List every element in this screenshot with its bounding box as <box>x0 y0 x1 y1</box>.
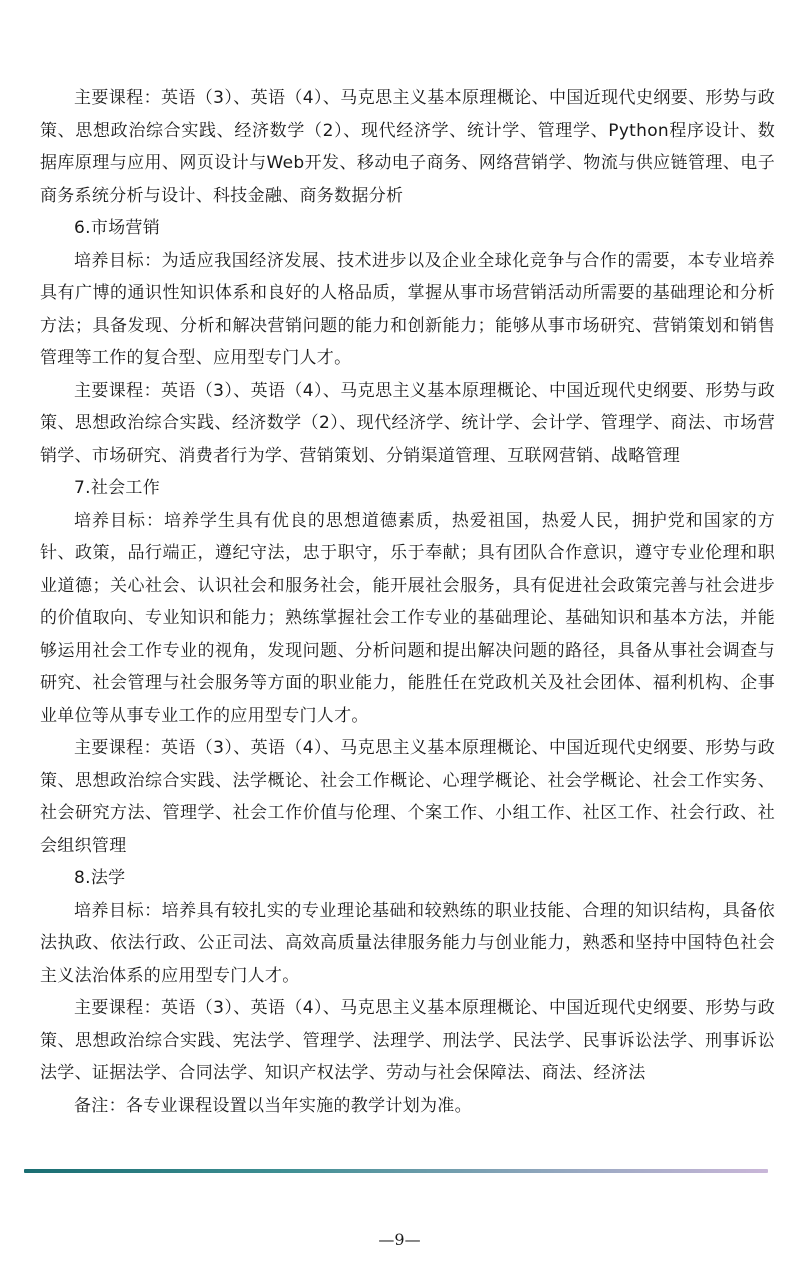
goal-marketing: 培养目标：为适应我国经济发展、技术进步以及企业全球化竞争与合作的需要，本专业培养具有广博的通识性知识体系和良好的人格品质，掌握从事市场营销活动所需要的基础理论和分析方法；具备发现、分析和解决营销问题的能力和创新能力；能够从事市场研究、营销策划和销售管理等工作的复合型、应用型专门人才。 <box>40 250 775 368</box>
note-remark: 备注：各专业课程设置以当年实施的教学计划为准。 <box>74 1095 472 1116</box>
courses-law: 主要课程：英语（3）、英语（4）、马克思主义基本原理概论、中国近现代史纲要、形势与政策、思想政治综合实践、宪法学、管理学、法理学、刑法学、民法学、民事诉讼法学、刑事诉讼法学、证据法学、合同法学、知识产权法学、劳动与社会保障法、商法、经济法 <box>40 998 775 1083</box>
page-number: —9— <box>378 1230 421 1249</box>
courses-social-work: 主要课程：英语（3）、英语（4）、马克思主义基本原理概论、中国近现代史纲要、形势与政策、思想政治综合实践、法学概论、社会工作概论、心理学概论、社会学概论、社会工作实务、社会研究方法、管理学、社会工作价值与伦理、个案工作、小组工作、社区工作、社会行政、社会组织管理 <box>40 738 775 856</box>
courses-marketing: 主要课程：英语（3）、英语（4）、马克思主义基本原理概论、中国近现代史纲要、形势与政策、思想政治综合实践、经济数学（2）、现代经济学、统计学、会计学、管理学、商法、市场营销学、市场研究、消费者行为学、营销策划、分销渠道管理、互联网营销、战略管理 <box>40 380 775 466</box>
section-heading-marketing: 6.市场营销 <box>74 218 161 238</box>
courses-ecommerce: 主要课程：英语（3）、英语（4）、马克思主义基本原理概论、中国近现代史纲要、形势与政策、思想政治综合实践、经济数学（2）、现代经济学、统计学、管理学、Python程序设计、数据库原理与应用、网页设计与Web开发、移动电子商务、网络营销学、物流与供应链管理、电子商务系统分析与设计、科技金融、商务数据分析 <box>40 88 775 206</box>
goal-social-work: 培养目标：培养学生具有优良的思想道德素质，热爱祖国，热爱人民，拥护党和国家的方针、政策，品行端正，遵纪守法，忠于职守，乐于奉献；具有团队合作意识，遵守专业伦理和职业道德；关心社会、认识社会和服务社会，能开展社会服务，具有促进社会政策完善与社会进步的价值取向、专业知识和能力；熟练掌握社会工作专业的基础理论、基础知识和基本方法，并能够运用社会工作专业的视角，发现问题、分析问题和提出解决问题的路径，具备从事社会调查与研究、社会管理与社会服务等方面的职业能力，能胜任在党政机关及社会团体、福利机构、企事业单位等从事专业工作的应用型专门人才。 <box>40 510 775 726</box>
goal-law: 培养目标：培养具有较扎实的专业理论基础和较熟练的职业技能、合理的知识结构，具备依法执政、依法行政、公正司法、高效高质量法律服务能力与创业能力，熟悉和坚持中国特色社会主义法治体系的应用型专门人才。 <box>40 900 775 986</box>
section-heading-law: 8.法学 <box>74 868 126 888</box>
section-heading-social-work: 7.社会工作 <box>74 478 161 498</box>
document-body <box>40 82 775 1122</box>
footer-divider <box>24 1169 768 1173</box>
